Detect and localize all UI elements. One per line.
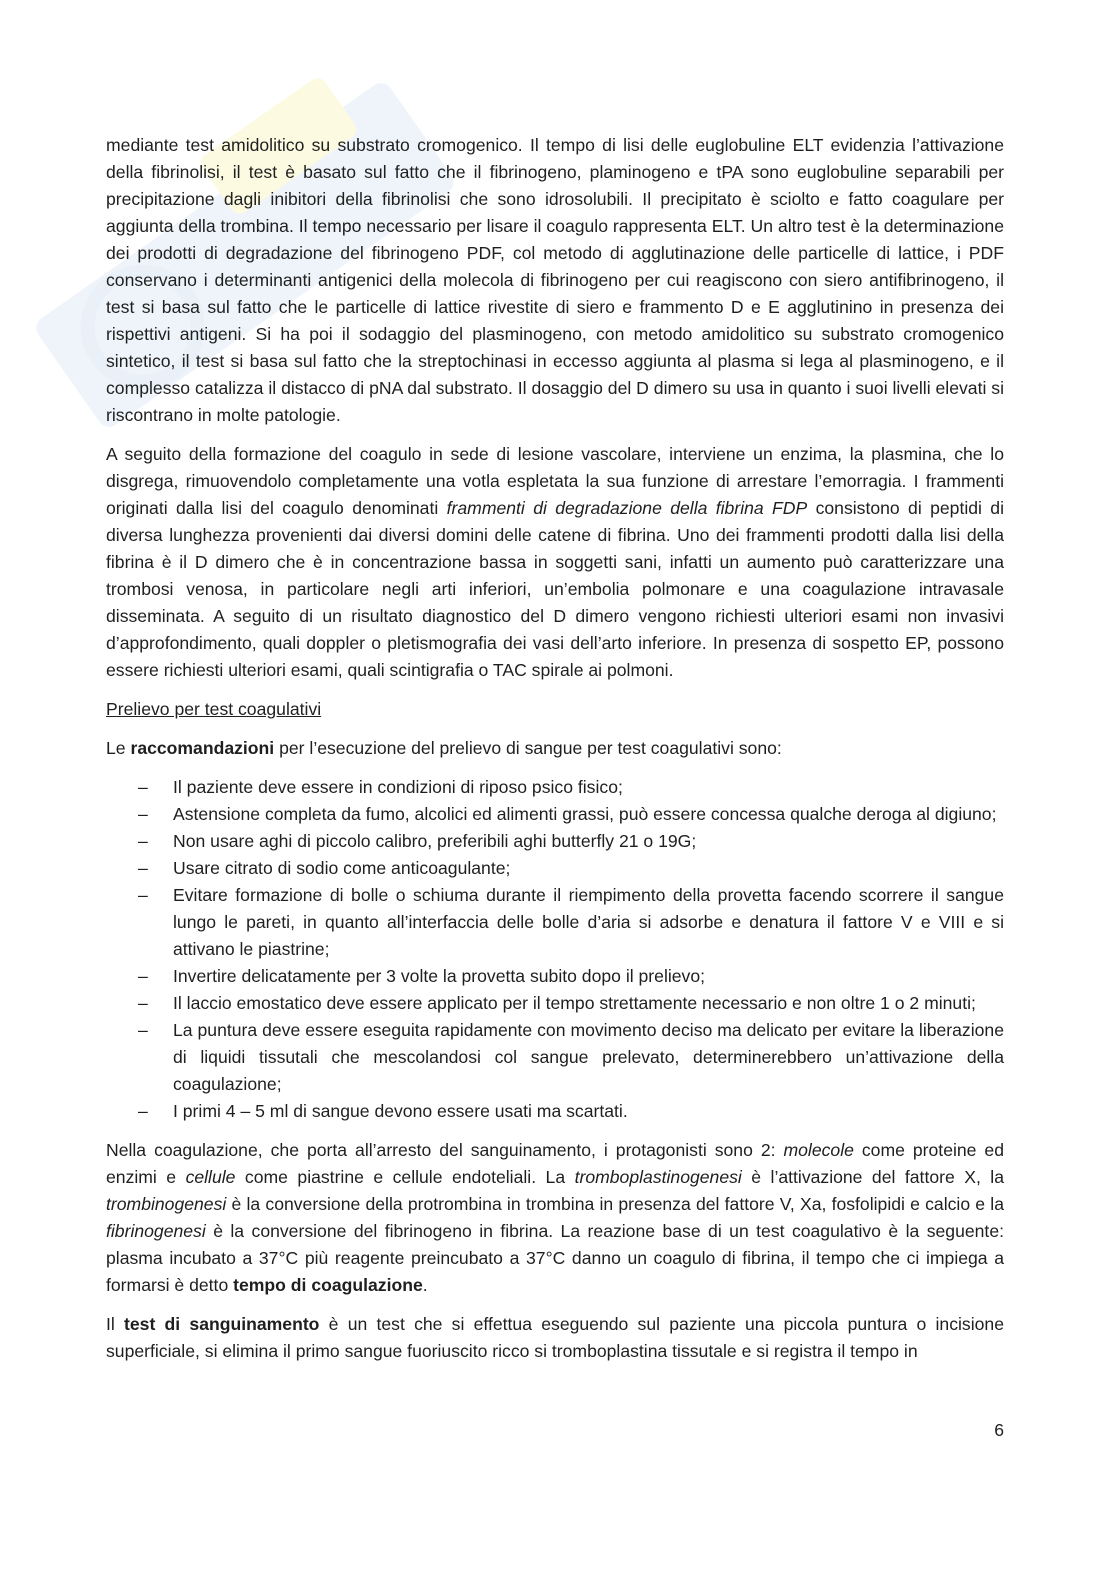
list-item-text: Il paziente deve essere in condizioni di riposo psico fisico; — [173, 777, 623, 797]
list-item — [106, 990, 1004, 1017]
list-item-text: I primi 4 – 5 ml di sangue devono essere usati ma scartati. — [173, 1101, 628, 1121]
italic-term: molecole — [783, 1140, 854, 1160]
bold-term: test di sanguinamento — [124, 1314, 320, 1334]
text-run: A seguito della formazione del coagulo in sede di lesione vascolare, interviene un enzima, la plasmina, che lo disgrega, rimuovendolo completamente una votla espletata la sua funzione di arrestare l’emorragia. I frammenti originati dalla lisi del coagulo denominati — [106, 444, 1004, 518]
paragraph-recommendations-intro — [106, 735, 1004, 762]
italic-term: tromboplastinogenesi — [574, 1167, 742, 1187]
bold-term: raccomandazioni — [130, 738, 275, 758]
bullet-dash: – — [138, 993, 148, 1013]
text-run: Le — [106, 738, 131, 758]
text-run: è la conversione del fibrinogeno in fibrina. La reazione base di un test coagulativo è la seguente: plasma incubato a 37°C più reagente preincubato a 37°C danno un coagulo di fibrina, il tempo che ci impiega a formarsi è detto — [106, 1221, 1004, 1295]
text-run: consistono di peptidi di diversa lunghezza provenienti dai diversi domini delle catene di fibrina. Uno dei frammenti prodotti dalla lisi della fibrina è il D dimero che è in concentrazione bassa in soggetti sani, infatti un aumento può caratterizzare una trombosi venosa, in particolare negli arti inferiori, un’embolia polmonare e una coagulazione intravasale disseminata. A seguito di un risultato diagnostico del D dimero vengono richiesti ulteriori esami non invasivi d’approfondimento, quali doppler o pletismografia dei vasi dell’arto inferiore. In presenza di sospetto EP, possono essere richiesti ulteriori esami, quali scintigrafia o TAC spirale ai polmoni. — [106, 498, 1004, 680]
bullet-dash: – — [138, 831, 148, 851]
list-item-text: Non usare aghi di piccolo calibro, preferibili aghi butterfly 21 o 19G; — [173, 831, 697, 851]
bullet-dash: – — [138, 777, 148, 797]
list-item-text: La puntura deve essere eseguita rapidamente con movimento deciso ma delicato per evitare la liberazione di liquidi tissutali che mescolandosi col sangue prelevato, determinerebbero un’attivazione della coagulazione; — [173, 1020, 1004, 1094]
document-body — [106, 132, 1004, 1377]
paragraph-fibrinolysis-tests: mediante test amidolitico su substrato cromogenico. Il tempo di lisi delle euglobuline ELT evidenzia l’attivazione della fibrinolisi, il test è basato sul fatto che il fibrinogeno, plaminogeno e tPA sono euglobuline separabili per precipitazione dagli inibitori della fibrinolisi che sono idrosolubili. Il precipitato è sciolto e fatto coagulare per aggiunta della trombina. Il tempo necessario per lisare il coagulo rappresenta ELT. Un altro test è la determinazione dei prodotti di degradazione del fibrinogeno PDF, col metodo di agglutinazione delle particelle di lattice, i PDF conservano i determinanti antigenici della molecola di fibrinogeno per cui reagiscono con siero antifibrinogeno, il test si basa sul fatto che le particelle di lattice rivestite di siero e frammento D e E agglutinino in presenza dei rispettivi antigeni. Si ha poi il sodaggio del plasminogeno, con metodo amidolitico su substrato cromogenico sintetico, il test si basa sul fatto che la streptochinasi in eccesso aggiunta al plasma si lega al plasminogeno, e il complesso catalizza il distacco di pNA dal substrato. Il dosaggio del D dimero su usa in quanto i suoi livelli elevati si riscontrano in molte patologie. — [106, 135, 1004, 425]
text-run: per l’esecuzione del prelievo di sangue per test coagulativi sono: — [274, 738, 782, 758]
italic-term: cellule — [185, 1167, 236, 1187]
text-run: . — [422, 1275, 428, 1295]
text-run: è la conversione della protrombina in trombina in presenza del fattore V, Xa, fosfolipidi e calcio e la — [226, 1194, 1004, 1214]
paragraph-coagulation — [106, 1137, 1004, 1299]
italic-term: fibrinogenesi — [106, 1221, 206, 1241]
text-run: è un test che si effettua eseguendo sul paziente una piccola puntura o incisione superficiale, si elimina il primo sangue fuoriuscito ricco si tromboplastina tissutale e si registra il tempo in — [106, 1314, 1004, 1361]
list-item — [106, 828, 1004, 855]
list-item-text: Il laccio emostatico deve essere applicato per il tempo strettamente necessario e non oltre 1 o 2 minuti; — [173, 993, 976, 1013]
text-run: è l’attivazione del fattore X, la — [741, 1167, 1004, 1187]
bullet-dash: – — [138, 858, 148, 878]
bullet-dash: – — [138, 1101, 148, 1121]
list-item-text: Invertire delicatamente per 3 volte la provetta subito dopo il prelievo; — [173, 966, 706, 986]
text-run: come piastrine e cellule endoteliali. La — [235, 1167, 575, 1187]
list-item — [106, 774, 1004, 801]
list-item — [106, 855, 1004, 882]
list-item — [106, 1017, 1004, 1098]
list-item-text: Astensione completa da fumo, alcolici ed alimenti grassi, può essere concessa qualche deroga al digiuno; — [173, 804, 997, 824]
list-item — [106, 1098, 1004, 1125]
section-heading: Prelievo per test coagulativi — [106, 699, 322, 719]
bold-term: tempo di coagulazione — [233, 1275, 423, 1295]
list-item-text: Evitare formazione di bolle o schiuma durante il riempimento della provetta facendo scorrere il sangue lungo le pareti, in quanto all’interfaccia delle bolle d’aria si adsorbe e denatura il fattore V e VIII e si attivano le piastrine; — [173, 885, 1004, 959]
bullet-dash: – — [138, 885, 148, 905]
bullet-dash: – — [138, 966, 148, 986]
recommendations-list — [106, 774, 1004, 1125]
list-item-text: Usare citrato di sodio come anticoagulante; — [173, 858, 511, 878]
list-item — [106, 801, 1004, 828]
paragraph-d-dimer — [106, 441, 1004, 684]
text-run: come proteine ed enzimi e — [106, 1140, 1004, 1187]
bullet-dash: – — [138, 804, 148, 824]
italic-term: trombinogenesi — [106, 1194, 227, 1214]
text-run: Il — [106, 1314, 125, 1334]
bullet-dash: – — [138, 1020, 148, 1040]
list-item — [106, 882, 1004, 963]
italic-term: frammenti di degradazione della fibrina FDP — [446, 498, 808, 518]
list-item — [106, 963, 1004, 990]
text-run: Nella coagulazione, che porta all’arresto del sanguinamento, i protagonisti sono 2: — [106, 1140, 784, 1160]
page-number: 6 — [994, 1420, 1004, 1440]
paragraph-bleeding-test — [106, 1311, 1004, 1365]
